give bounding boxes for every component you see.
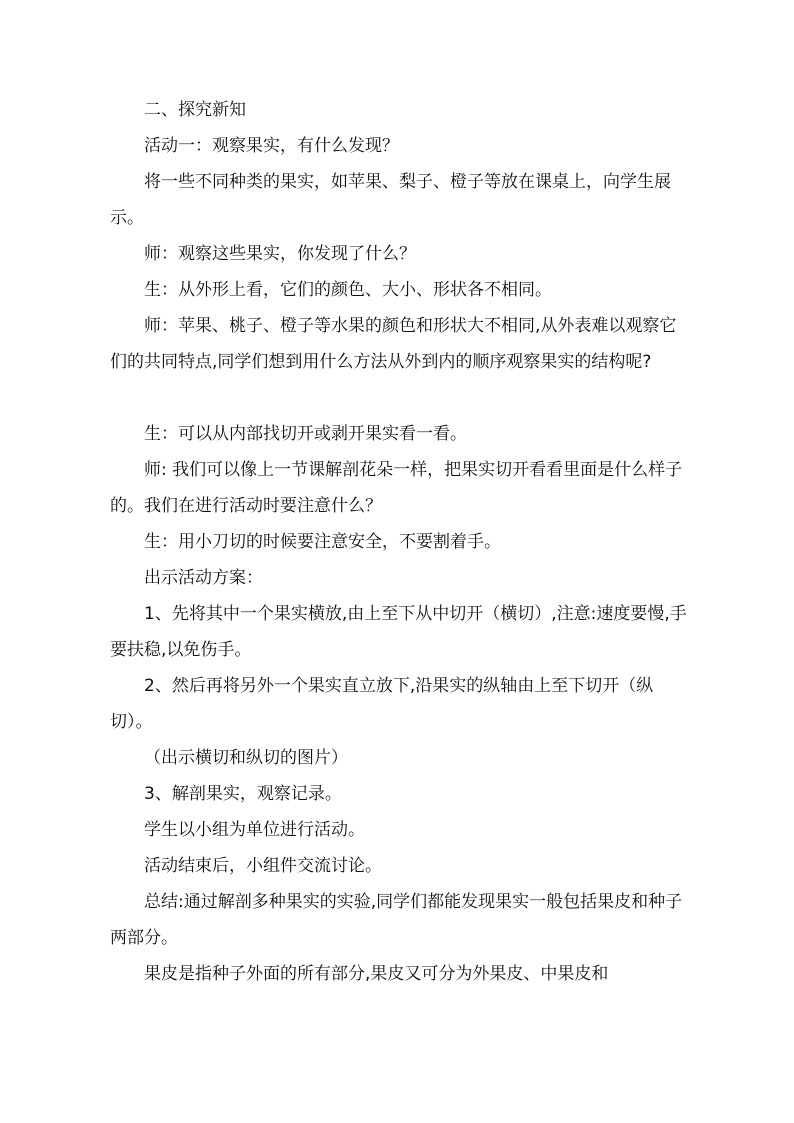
teacher-question-2: 师：苹果、桃子、橙子等水果的颜色和形状大不相同,从外表难以观察它们的共同特点,同学们想到用什么方法从外到内的顺序观察果实的结构呢? — [110, 316, 677, 372]
student-answer-3: 生：用小刀切的时候要注意安全，不要割着手。 — [144, 532, 501, 552]
teacher-question-3: 师: 我们可以像上一节课解剖花朵一样，把果实切开看看里面是什么样子的。我们在进行活动时要注意什么？ — [110, 460, 683, 516]
activity-plan-heading: 出示活动方案： — [144, 568, 263, 588]
paragraph-display-fruits: 将一些不同种类的果实，如苹果、梨子、橙子等放在课桌上，向学生展示。 — [110, 172, 671, 228]
pericarp-paragraph: 果皮是指种子外面的所有部分,果皮又可分为外果皮、中果皮和 — [144, 964, 609, 984]
teacher-question-1: 师：观察这些果实，你发现了什么？ — [144, 244, 416, 264]
section-heading: 二、探究新知 — [144, 100, 246, 120]
after-activity: 活动结束后，小组件交流讨论。 — [144, 856, 382, 876]
group-activity: 学生以小组为单位进行活动。 — [144, 820, 365, 840]
plan-step-1: 1、先将其中一个果实横放,由上至下从中切开（横切）,注意:速度要慢,手要扶稳,以免伤手。 — [110, 604, 687, 660]
activity-one-title: 活动一：观察果实，有什么发现？ — [144, 136, 399, 156]
student-answer-2: 生：可以从内部找切开或剥开果实看一看。 — [144, 424, 467, 444]
plan-step-3: 3、解剖果实，观察记录。 — [144, 784, 342, 804]
summary-paragraph: 总结:通过解剖多种果实的实验,同学们都能发现果实一般包括果皮和种子两部分。 — [110, 892, 683, 948]
show-pictures-note: （出示横切和纵切的图片） — [144, 748, 348, 768]
student-answer-1: 生：从外形上看，它们的颜色、大小、形状各不相同。 — [144, 280, 552, 300]
plan-step-2: 2、然后再将另外一个果实直立放下,沿果实的纵轴由上至下切开（纵切）。 — [110, 676, 654, 732]
